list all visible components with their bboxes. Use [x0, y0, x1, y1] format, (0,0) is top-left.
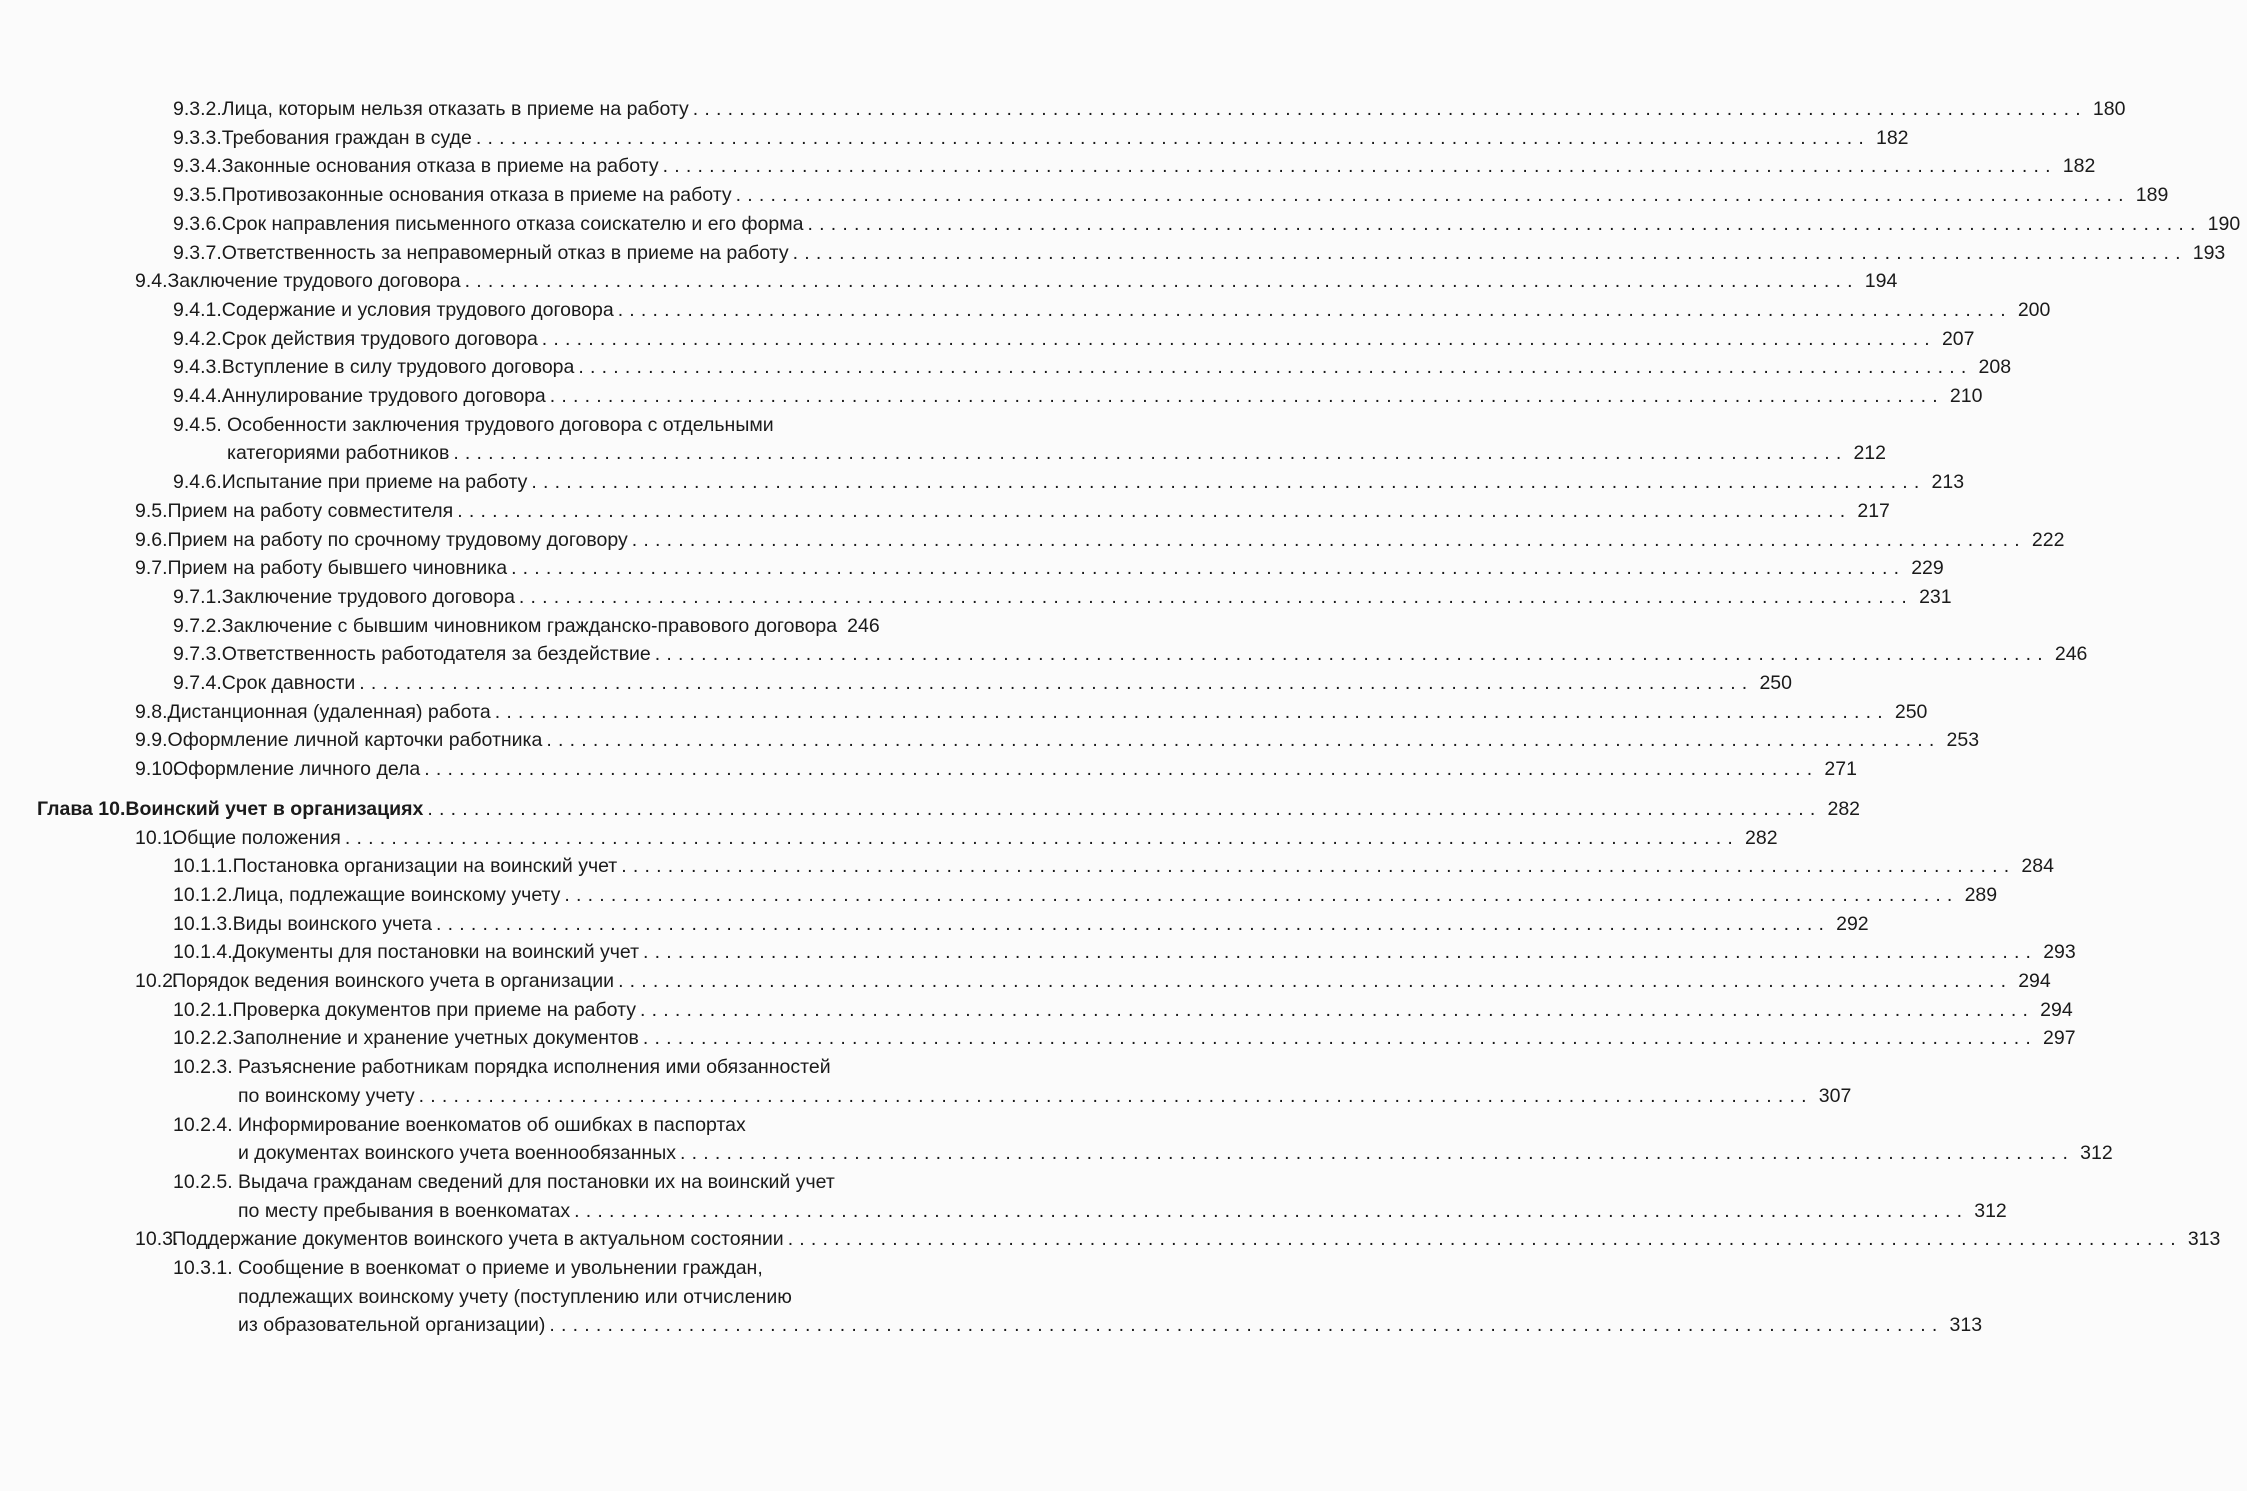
toc-entry-title: Заключение трудового договора [221, 585, 515, 608]
toc-entry[interactable] [0, 411, 1886, 468]
dot-leader: ........................................................................................................................ [531, 471, 1926, 494]
toc-entry-line [0, 1082, 1852, 1111]
dot-leader: ........................................................................................................................ [359, 672, 1754, 694]
dot-leader: ........................................................................................................................ [546, 729, 1941, 752]
toc-entry-title: Прием на работу совместителя [167, 499, 454, 522]
dot-leader: ........................................................................................................................ [541, 327, 1936, 350]
dot-leader: ........................................................................................................................ [494, 700, 1889, 723]
toc-entry-line [0, 1225, 2221, 1254]
toc-page-number: 194 [1864, 270, 1898, 293]
toc-entry-title: Срок давности [221, 672, 356, 694]
toc-page-number: 213 [1931, 471, 1965, 494]
toc-page-number: 231 [1919, 585, 1952, 608]
toc-entry-line [0, 1053, 1000, 1082]
toc-entry-title: Срок направления письменного отказа соискателю и его форма [221, 212, 804, 235]
toc-entry-number: 9.7.4. [173, 672, 222, 694]
toc-entry-number: 10.2.5. [173, 1170, 233, 1193]
toc-page-number: 189 [2135, 184, 2169, 207]
toc-page-number: 217 [1857, 499, 1890, 522]
toc-entry-line [0, 325, 1975, 354]
toc-entry[interactable] [0, 824, 1778, 853]
toc-entry-number: 9.7.1. [173, 585, 222, 608]
toc-entry[interactable] [0, 612, 1000, 641]
dot-leader: ........................................................................................................................ [453, 442, 1848, 465]
toc-entry-line [0, 95, 2126, 124]
toc-entry-line [0, 669, 1792, 698]
toc-page-number: 253 [1946, 729, 1980, 752]
toc-entry-number: 9.4. [135, 270, 168, 293]
toc-entry-number: Глава 10. [37, 797, 126, 820]
toc-entry-number: 9.4.4. [173, 385, 222, 407]
toc-entry[interactable] [0, 726, 1980, 755]
toc-entry-number: 9.4.1. [173, 298, 222, 321]
toc-entry-title: Заключение трудового договора [167, 270, 461, 293]
toc-entry[interactable] [0, 996, 2073, 1025]
toc-entry-number: 9.8. [135, 700, 168, 723]
toc-entry-line [0, 1254, 1000, 1283]
toc-entry-line [0, 1139, 2113, 1168]
dot-leader: ........................................................................................................................ [631, 528, 2026, 551]
toc-entry-number: 10.2.1. [173, 998, 233, 1021]
toc-entry[interactable] [0, 640, 2088, 669]
toc-entry-title: Срок действия трудового договора [221, 327, 538, 350]
dot-leader: ........................................................................................................................ [578, 356, 1973, 379]
toc-page-number: 312 [1974, 1199, 2007, 1222]
toc-entry-number: 9.3.4. [173, 155, 222, 178]
toc-entry-number: 10.3.1. [173, 1257, 233, 1279]
toc-entry[interactable] [0, 910, 1869, 939]
toc-entry-title: Особенности заключения трудового договора с отдельными [227, 413, 774, 436]
toc-entry-line [0, 296, 2051, 325]
toc-page-number: 289 [1964, 883, 1998, 906]
toc-page-number: 294 [2018, 970, 2051, 992]
toc-entry-number: 9.4.6. [173, 471, 222, 494]
toc-entry-title: из образовательной организации) [238, 1314, 546, 1337]
toc-page-number: 193 [2192, 241, 2226, 264]
toc-entry-number: 10.2.4. [173, 1113, 233, 1136]
toc-entry[interactable] [0, 353, 2012, 382]
toc-page-number: 200 [2017, 298, 2051, 321]
toc-page-number: 190 [2207, 212, 2241, 235]
toc-entry[interactable] [0, 698, 1928, 727]
toc-page-number: 307 [1818, 1084, 1852, 1107]
toc-entry-number: 9.10. [135, 758, 179, 781]
toc-page-number: 246 [847, 614, 880, 637]
toc-entry-title: Поддержание документов воинского учета в актуальном состоянии [172, 1228, 784, 1251]
dot-leader: ........................................................................................................................ [680, 1142, 2075, 1165]
toc-page-number: 212 [1853, 442, 1886, 465]
toc-entry-title: Выдача гражданам сведений для постановки их на воинский учет [238, 1170, 835, 1193]
toc-entry-line [0, 698, 1928, 727]
toc-entry-title: Разъяснение работникам порядка исполнения ими обязанностей [238, 1056, 831, 1079]
toc-entry-title: Испытание при приеме на работу [221, 471, 528, 494]
toc-entry-title: Ответственность работодателя за бездействие [221, 643, 651, 666]
dot-leader: ........................................................................................................................ [692, 98, 2087, 120]
toc-entry[interactable] [0, 210, 2241, 239]
toc-entry-line [0, 755, 1857, 784]
toc-entry-line [0, 583, 1952, 612]
toc-entry-title: Дистанционная (удаленная) работа [167, 700, 491, 723]
toc-entry-number: 9.4.3. [173, 356, 222, 379]
dot-leader: ........................................................................................................................ [654, 643, 2049, 666]
toc-entry[interactable] [0, 669, 1792, 698]
toc-entry-line [0, 795, 1861, 824]
toc-entry-line [0, 726, 1980, 755]
toc-entry-line [0, 1024, 2076, 1053]
dot-leader: ........................................................................................................................ [787, 1228, 2182, 1251]
dot-leader: ........................................................................................................................ [807, 212, 2202, 235]
toc-entry-line [0, 124, 1909, 153]
toc-entry-title: Содержание и условия трудового договора [221, 298, 614, 321]
toc-page-number: 250 [1894, 700, 1928, 723]
toc-entry-line [0, 1283, 1000, 1312]
toc-entry[interactable] [0, 1225, 2221, 1254]
toc-entry[interactable] [0, 755, 1857, 784]
dot-leader: ........................................................................................................................ [344, 826, 1739, 849]
toc-entry[interactable] [0, 852, 2054, 881]
toc-page-number: 294 [2040, 998, 2073, 1021]
toc-entry-number: 10.1.3. [173, 912, 233, 935]
toc-entry-line [0, 824, 1778, 853]
toc-entry[interactable] [0, 583, 1952, 612]
toc-entry-title: Оформление личной карточки работника [167, 729, 543, 752]
toc-entry[interactable] [0, 967, 2051, 996]
dot-leader: ........................................................................................................................ [464, 270, 1859, 293]
toc-entry-title: Воинский учет в организациях [125, 797, 424, 820]
toc-page-number: 282 [1745, 826, 1778, 849]
toc-entry[interactable] [0, 181, 2169, 210]
toc-entry-line [0, 353, 2012, 382]
toc-entry-number: 10.1.4. [173, 941, 233, 964]
toc-entry-title: и документах воинского учета военнообязанных [238, 1142, 677, 1165]
toc-entry[interactable] [0, 526, 2065, 555]
toc-entry-line [0, 1111, 1000, 1140]
toc-entry-line [0, 612, 1000, 641]
toc-entry-title: Требования граждан в суде [221, 126, 472, 149]
toc-entry-title: Лица, которым нельзя отказать в приеме на работу [221, 98, 689, 120]
toc-entry-number: 9.4.5. [173, 413, 222, 436]
toc-entry-line [0, 938, 2076, 967]
toc-page-number: 292 [1836, 912, 1869, 935]
toc-entry-number: 10.1.1. [173, 855, 233, 878]
toc-entry[interactable] [0, 325, 1975, 354]
dot-leader: ........................................................................................................................ [621, 855, 2016, 878]
toc-entry-title: Порядок ведения воинского учета в организации [172, 970, 615, 992]
toc-page-number: 313 [1949, 1314, 1983, 1337]
toc-entry[interactable] [0, 382, 1983, 411]
toc-entry-line [0, 497, 1890, 526]
toc-entry-number: 10.1. [135, 826, 179, 849]
toc-entry-line [0, 181, 2169, 210]
toc-entry[interactable] [0, 239, 2226, 268]
toc-entry[interactable] [0, 124, 1909, 153]
toc-page-number: 297 [2043, 1027, 2076, 1050]
dot-leader: ........................................................................................................................ [418, 1084, 1813, 1107]
toc-page-number: 312 [2080, 1142, 2113, 1165]
toc-page-number: 313 [2187, 1228, 2221, 1251]
toc-entry-line [0, 411, 1000, 440]
toc-entry-line [0, 210, 2241, 239]
toc-entry[interactable] [0, 938, 2076, 967]
toc-entry-line [0, 526, 2065, 555]
toc-entry-title: Заключение с бывшим чиновником гражданско-правового договора [221, 614, 838, 637]
toc-entry-line [0, 996, 2073, 1025]
dot-leader: ........................................................................................................................ [642, 1027, 2038, 1050]
toc-entry-number: 10.2.2. [173, 1027, 233, 1050]
toc-page-number: 222 [2031, 528, 2065, 551]
toc-entry-title: Постановка организации на воинский учет [232, 855, 618, 878]
toc-entry-line [0, 640, 2088, 669]
toc-entry-line [0, 554, 1944, 583]
toc-entry-line [0, 1311, 1983, 1340]
toc-entry-number: 9.3.5. [173, 184, 222, 207]
toc-entry-number: 9.7. [135, 557, 168, 580]
toc-entry-number: 9.3.3. [173, 126, 222, 149]
toc-entry-title: Законные основания отказа в приеме на работу [221, 155, 659, 178]
toc-entry-line [0, 852, 2054, 881]
toc-entry[interactable] [0, 881, 1998, 910]
toc-entry-title: Проверка документов при приеме на работу [232, 998, 636, 1021]
toc-page-number: 182 [1875, 126, 1909, 149]
toc-page-number: 271 [1824, 758, 1857, 781]
toc-entry-number: 10.3. [135, 1228, 179, 1251]
toc-entry[interactable] [0, 1024, 2076, 1053]
toc-entry-line [0, 152, 2096, 181]
dot-leader: ........................................................................................................................ [792, 241, 2187, 264]
toc-entry[interactable] [0, 554, 1944, 583]
toc-entry-title: Заполнение и хранение учетных документов [232, 1027, 639, 1050]
toc-entry-number: 10.2.3. [173, 1056, 233, 1079]
dot-leader: ........................................................................................................................ [549, 1314, 1944, 1337]
toc-entry-title: Вступление в силу трудового договора [221, 356, 575, 379]
toc-entry-title: Противозаконные основания отказа в приеме на работу [221, 184, 732, 207]
toc-entry[interactable] [0, 296, 2051, 325]
dot-leader: ........................................................................................................................ [640, 998, 2035, 1021]
toc-entry-title: категориями работников [227, 442, 450, 465]
toc-entry-line [0, 267, 1898, 296]
toc-entry[interactable] [0, 468, 1965, 497]
toc-entry-title: Аннулирование трудового договора [221, 385, 546, 407]
toc-page-number: 208 [1978, 356, 2012, 379]
dot-leader: ........................................................................................................................ [435, 912, 1831, 935]
toc-entry-title: Оформление личного дела [173, 758, 421, 781]
toc-page-number: 210 [1949, 385, 1983, 407]
dot-leader: ........................................................................................................................ [662, 155, 2057, 178]
toc-entry-title: Сообщение в военкомат о приеме и увольнении граждан, [238, 1257, 763, 1279]
toc-entry-title: по воинскому учету [238, 1084, 415, 1107]
toc-entry-number: 9.3.2. [173, 98, 222, 120]
toc-entry-title: подлежащих воинскому учету (поступлению или отчислению [238, 1285, 792, 1308]
toc-entry-number: 10.1.2. [173, 883, 233, 906]
toc-page-number: 282 [1827, 797, 1861, 820]
toc-entry[interactable] [0, 267, 1898, 296]
dot-leader: ........................................................................................................................ [475, 126, 1870, 149]
toc-entry-number: 9.9. [135, 729, 168, 752]
dot-leader: ........................................................................................................................ [617, 298, 2012, 321]
toc-entry-title: Прием на работу по срочному трудовому договору [167, 528, 628, 551]
dot-leader: ........................................................................................................................ [564, 883, 1959, 906]
toc-page-number: 207 [1941, 327, 1975, 350]
toc-entry-line [0, 1197, 2007, 1226]
toc-entry-title: Общие положения [172, 826, 341, 849]
dot-leader: ........................................................................................................................ [549, 385, 1944, 407]
toc-entry-number: 10.2. [135, 970, 179, 992]
toc-entry-line [0, 468, 1965, 497]
toc-entry[interactable] [0, 497, 1890, 526]
toc-entry-title: Виды воинского учета [232, 912, 432, 935]
toc-entry-title: Ответственность за неправомерный отказ в приеме на работу [221, 241, 789, 264]
dot-leader: ........................................................................................................................ [574, 1199, 1969, 1222]
toc-page-number: 182 [2062, 155, 2096, 178]
toc-page-number: 293 [2043, 941, 2076, 964]
toc-entry-line [0, 910, 1869, 939]
toc-entry-line [0, 967, 2051, 996]
dot-leader: ........................................................................................................................ [618, 970, 2013, 992]
toc-entry-title: Документы для постановки на воинский учет [232, 941, 640, 964]
toc-entry-number: 9.7.3. [173, 643, 222, 666]
dot-leader: ........................................................................................................................ [643, 941, 2038, 964]
toc-page-number: 250 [1759, 672, 1792, 694]
toc-page-number: 229 [1911, 557, 1944, 580]
toc-entry-number: 9.6. [135, 528, 168, 551]
dot-leader: ........................................................................................................................ [427, 797, 1822, 820]
toc-entry-line [0, 1168, 1000, 1197]
dot-leader: ........................................................................................................................ [424, 758, 1819, 781]
toc-entry-number: 9.4.2. [173, 327, 222, 350]
toc-entry-title: Прием на работу бывшего чиновника [167, 557, 508, 580]
toc-entry[interactable] [0, 95, 2126, 124]
toc-page-number: 180 [2092, 98, 2126, 120]
toc-entry-number: 9.7.2. [173, 614, 222, 637]
toc-entry-number: 9.5. [135, 499, 168, 522]
dot-leader: ........................................................................................................................ [511, 557, 1906, 580]
toc-entry-title: Информирование военкоматов об ошибках в паспортах [238, 1113, 746, 1136]
toc-entry-title: Лица, подлежащие воинскому учету [232, 883, 561, 906]
toc-entry[interactable] [0, 1254, 1983, 1340]
toc-entry-number: 9.3.7. [173, 241, 222, 264]
toc-page-number: 284 [2021, 855, 2054, 878]
toc-entry[interactable] [0, 1168, 2007, 1225]
toc-page-number: 246 [2054, 643, 2088, 666]
toc-entry[interactable] [0, 1053, 1852, 1110]
dot-leader: ........................................................................................................................ [735, 184, 2130, 207]
toc-entry[interactable] [0, 1111, 2113, 1168]
toc-entry-line [0, 382, 1983, 411]
toc-entry-number: 9.3.6. [173, 212, 222, 235]
dot-leader: ........................................................................................................................ [518, 585, 1914, 608]
dot-leader: ........................................................................................................................ [457, 499, 1852, 522]
toc-entry-line [0, 439, 1886, 468]
toc-chapter[interactable] [0, 795, 1861, 824]
toc-entry-title: по месту пребывания в военкоматах [238, 1199, 571, 1222]
toc-entry[interactable] [0, 152, 2096, 181]
toc-entry-line [0, 881, 1998, 910]
toc-entry-line [0, 239, 2226, 268]
